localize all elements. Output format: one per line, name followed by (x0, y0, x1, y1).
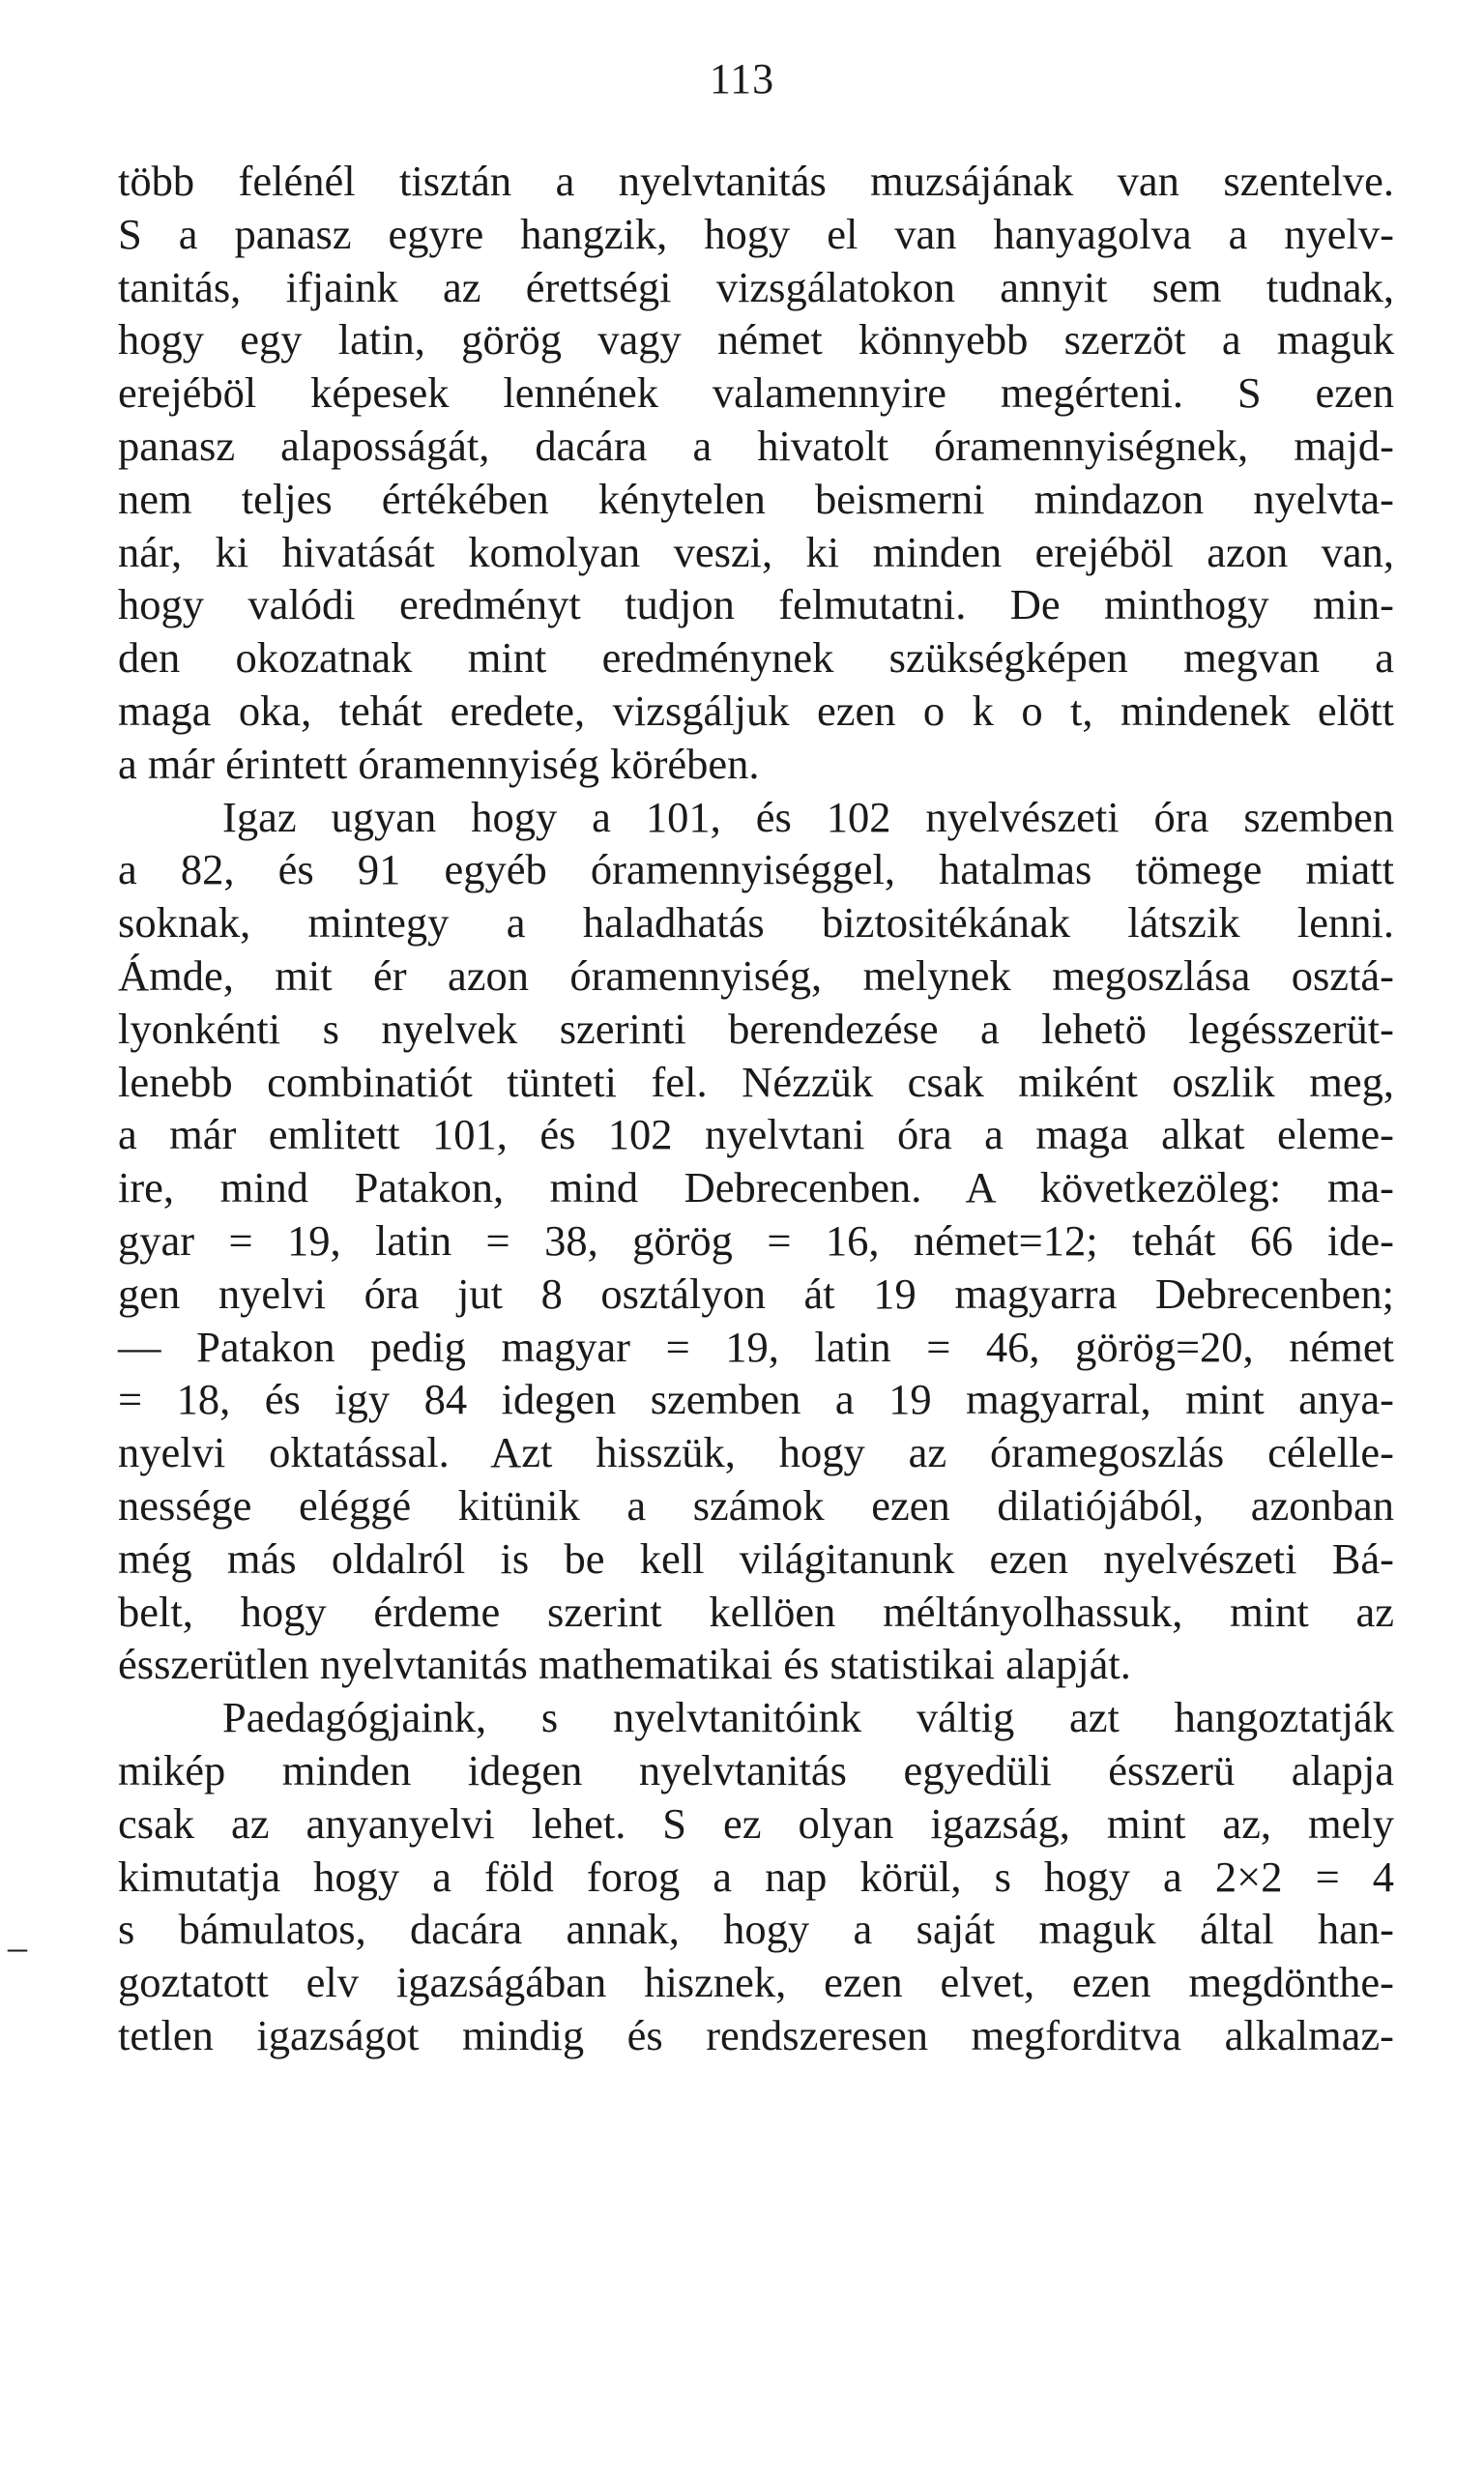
text-line: tanitás, ifjaink az érettségi vizsgálatokon annyit sem tudnak, (118, 262, 1394, 311)
paragraph-2 (118, 791, 1394, 1692)
text-line: nem teljes értékében kénytelen beismerni mindazon nyelvta- (118, 474, 1394, 523)
text-line: ire, mind Patakon, mind Debrecenben. A következöleg: ma- (118, 1163, 1394, 1212)
text-line: a már érintett óramennyiség körében. (118, 739, 760, 788)
paragraph-3 (118, 1691, 1394, 2062)
text-line: mikép minden idegen nyelvtanitás egyedüli ésszerü alapja (118, 1745, 1394, 1794)
text-line: a már emlitett 101, és 102 nyelvtani óra a maga alkat eleme- (118, 1110, 1394, 1159)
text-line: gen nyelvi óra jut 8 osztályon át 19 magyarra Debrecenben; (118, 1269, 1394, 1318)
text-line: goztatott elv igazságában hisznek, ezen elvet, ezen megdönthe- (118, 1958, 1394, 2007)
text-line: ésszerütlen nyelvtanitás mathematikai és statistikai alapját. (118, 1640, 1131, 1689)
text-line: tetlen igazságot mindig és rendszeresen megforditva alkalmaz- (118, 2010, 1394, 2059)
text-line: hogy valódi eredményt tudjon felmutatni. De minthogy min- (118, 580, 1394, 629)
page-number: 113 (709, 55, 775, 102)
text-line: Ámde, mit ér azon óramennyiség, melynek megoszlása osztá- (118, 950, 1394, 1000)
text-line: még más oldalról is be kell világitanunk ezen nyelvészeti Bá- (118, 1533, 1394, 1583)
text-line: lyonkénti s nyelvek szerinti berendezése a lehetö legésszerüt- (118, 1004, 1394, 1053)
text-line: Paedagógjaink, s nyelvtanitóink váltig azt hangoztatják (222, 1693, 1394, 1742)
paragraph-1 (118, 155, 1394, 791)
text-line: kimutatja hogy a föld forog a nap körül, s hogy a 2×2 = 4 (118, 1852, 1394, 1901)
text-line: csak az anyanyelvi lehet. S ez olyan igazság, mint az, mely (118, 1798, 1394, 1848)
text-line: S a panasz egyre hangzik, hogy el van hanyagolva a nyelv- (118, 209, 1394, 258)
text-line: nessége eléggé kitünik a számok ezen dilatiójából, azonban (118, 1480, 1394, 1530)
text-line: belt, hogy érdeme szerint kellöen méltányolhassuk, mint az (118, 1587, 1394, 1636)
text-line: — Patakon pedig magyar = 19, latin = 46, görög=20, német (118, 1322, 1394, 1371)
text-line: panasz alaposságát, dacára a hivatolt óramennyiségnek, majd- (118, 421, 1394, 470)
text-line: a 82, és 91 egyéb óramennyiséggel, hatalmas tömege miatt (118, 845, 1394, 894)
text-line: több felénél tisztán a nyelvtanitás muzsájának van szentelve. (118, 157, 1394, 205)
text-line: maga oka, tehát eredete, vizsgáljuk ezen o k o t, mindenek elött (118, 686, 1394, 735)
text-line: lenebb combinatiót tünteti fel. Nézzük csak miként oszlik meg, (118, 1057, 1394, 1106)
text-line: den okozatnak mint eredménynek szükségképen megvan a (118, 633, 1394, 683)
text-line: = 18, és igy 84 idegen szemben a 19 magyarral, mint anya- (118, 1375, 1394, 1424)
text-line: soknak, mintegy a haladhatás biztositékának látszik lenni. (118, 898, 1394, 948)
text-line: Igaz ugyan hogy a 101, és 102 nyelvészeti óra szemben (222, 792, 1394, 841)
text-line: nyelvi oktatással. Azt hisszük, hogy az óramegoszlás célelle- (118, 1428, 1394, 1477)
margin-mark: – (8, 1925, 27, 1969)
text-line: hogy egy latin, görög vagy német könnyebb szerzöt a maguk (118, 315, 1394, 365)
text-line: nár, ki hivatását komolyan veszi, ki minden erejéböl azon van, (118, 527, 1394, 576)
body-text (118, 155, 1394, 2062)
text-line: gyar = 19, latin = 38, görög = 16, német=12; tehát 66 ide- (118, 1215, 1394, 1265)
text-line: s bámulatos, dacára annak, hogy a saját maguk által han- (118, 1905, 1394, 1954)
text-line: erejéböl képesek lennének valamennyire megérteni. S ezen (118, 368, 1394, 418)
